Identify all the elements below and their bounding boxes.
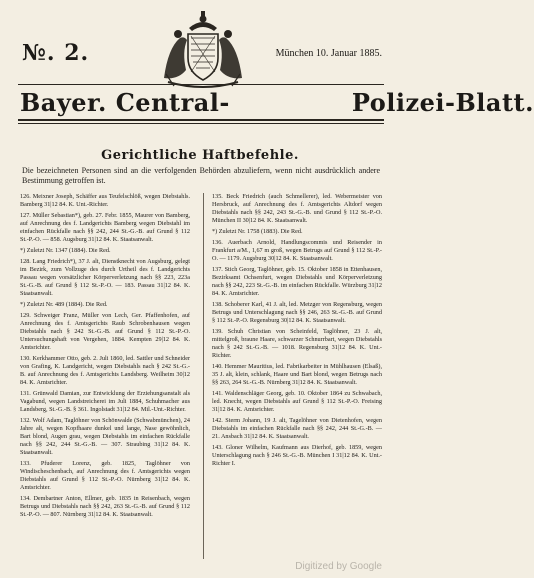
warrant-entry: 134. Dembartner Anton, Ellmer, geb. 1835 in Reisenbach, wegen Betrugs und Diebstahls nach §§ 242, 263 St.-G.-B. auf Grund § 112 St.-P.-O. — 807. Nürnberg 31|12 84. K. Staatsanwalt. xyxy=(20,495,190,518)
column-divider xyxy=(203,193,204,559)
masthead-rule-secondary xyxy=(18,123,384,124)
left-column xyxy=(20,193,190,559)
warrant-entry: 140. Hemmer Mauritius, led. Fabrikarbeiter in Mühlhausen (Elsaß), 35 J. alt, klein, schlank, Haare und Bart blond, wegen Betrugs nach §§ 263, 264 St.-G.-B. Nürnberg 31|12 84. K. Staatsanwalt. xyxy=(212,363,382,386)
warrant-entry: 143. Gloner Wilhelm, Kaufmann aus Dierhof, geb. 1859, wegen Unterschlagung nach § 246 St.-G.-B. München I 31|12 84. K. Unt.-Richter I. xyxy=(212,444,382,467)
warrant-entry: 138. Schoberer Karl, 41 J. alt, led. Metzger von Regensburg, wegen Betrugs und Unterschlagung nach §§ 246, 263 St.-G.-B. auf Grund § 112 St.-P.-O. Regensburg 30|12 84. K. Staatsanwalt. xyxy=(212,301,382,324)
warrant-entry: *) Zuletzt Nr. 1758 (1883). Die Red. xyxy=(212,228,303,235)
warrant-entry: 139. Schuh Christian von Scheinfeld, Taglöhner, 23 J. alt, mittelgroß, braune Haare, schwarzer Schnurrbart, wegen Diebstahls nach § 242 St.-G.-B. — 1018. Regensburg 31|12 84. K. Unt.-Richter. xyxy=(212,328,382,359)
bavarian-coat-of-arms-icon xyxy=(158,8,248,90)
warrant-entry: 135. Beck Friedrich (auch Schmellerer), led. Webermeister von Hersbruck, auf Anrechnung des f. Amtsgerichts Altdorf wegen Diebstahls nach §§ 242, 243 St.-G.-B. und Grund § 112 St.-P.-O. München II 30|12 84. K. Staatsanwalt. xyxy=(212,193,382,224)
warrant-entry: *) Zuletzt Nr. 489 (1884). Die Red. xyxy=(20,301,108,308)
warrant-entry: 128. Lang Friedrich*), 37 J. alt, Dienstknecht von Augsburg, gelegt im Bezirk, zum Vollzuge des durch Urtheil des f. Landgerichts Passau wegen vorsätzlicher Körperverletzung nach §§ 223, 223a St.-G.-B. auf Grund § 112 St.-P.-O. — 183. Passau 31|12 84. K. Staatsanwalt. xyxy=(20,258,190,297)
warrant-entry: 136. Auerbach Arnold, Handlungscommis und Reisender in Frankfurt a/M., 1,67 m groß, wegen Betrugs auf Grund § 112 St.-P.-O. — 1179. Augsburg 30|12 84. K. Staatsanwalt. xyxy=(212,239,382,262)
warrant-entry: 137. Stich Georg, Taglöhner, geb. 15. Oktober 1858 in Ettenhausen, Bezirksamt Ochsenfurt, wegen Diebstahls und Körperverletzung nach §§ 242, 223 St.-G.-B. im einfachen Rückfalle. Würzburg 31|12 84. K. Amtsrichter. xyxy=(212,266,382,297)
warrant-entry: 129. Schweiger Franz, Müller von Lech, Ger. Pfaffenhofen, auf Anrechnung des f. Amtsgerichts Raub Schrobenhausen wegen Diebstahls nach § 242 St.-G.-B. auf Grund § 112 St.-P.-O. Untersuchungshaft von Vergehen, 1884. Kempten 29|12 84. K. Amtsrichter. xyxy=(20,312,190,351)
newspaper-title xyxy=(20,88,534,117)
warrant-entry: 131. Grünwald Damian, zur Entwicklung der Erziehungsanstalt als Vagabund, wegen Landstreicherei im Juli 1884, Schuhmacher aus Landsberg, St.-G.-B. § 361. Ingolstadt 31|12 84. Mil.-Unt.-Richter. xyxy=(20,390,190,413)
issue-date: München 10. Januar 1885. xyxy=(275,48,382,59)
title-left: Bayer. Central- xyxy=(20,88,230,117)
issue-number: №. 2. xyxy=(22,40,90,66)
warrant-entry: *) Zuletzt Nr. 1347 (1884). Die Red. xyxy=(20,247,111,254)
digitized-watermark: Digitized by Google xyxy=(295,561,382,572)
masthead-rule xyxy=(18,119,384,121)
masthead-rule-top xyxy=(18,84,384,85)
warrant-entry: 130. Kerkhammer Otto, geb. 2. Juli 1860, led. Sattler und Schneider von Grafing, K. Landgericht, wegen Diebstahls nach § 242 St.-G.-B. auf Anrechnung des f. Amtsgerichts Landsberg. Weilheim 30|12 84. K. Amtsrichter. xyxy=(20,355,190,386)
warrant-entry: 132. Wolf Adam, Taglöhner von Schönwalde (Schwabmünchen), 24 Jahre alt, wegen Kopfhaare dunkel und lange, Nase gewöhnlich, Bart blond, Augen grau, wegen Diebstahls im einfachen Rückfalle nach §§ 242, 244 St.-G.-B. — 307. Straubing 31|12 84. K. Staatsanwalt. xyxy=(20,417,190,456)
masthead xyxy=(0,0,534,138)
warrant-entry: 142. Sterm Johann, 19 J. alt, Tagelöhner von Dietenhofen, wegen Diebstahls im einfachen Rückfalle nach §§ 242, 244 St.-G.-B. — 21. Ansbach 31|12 84. K. Staatsanwalt. xyxy=(212,417,382,440)
warrant-entry: 133. Pfuderer Lorenz, geb. 1825, Taglöhner von Windischeschenbach, auf Anrechnung des f. Amtsgerichts wegen Diebstahls auf Grund § 112 St.-P.-O. Nürnberg 31|12 84. K. Amtsrichter. xyxy=(20,460,190,491)
section-title: Gerichtliche Haftbefehle. xyxy=(101,148,299,163)
warrant-entry: 126. Meixner Joseph, Schäffer aus Teufelschlöß, wegen Diebstahls. Bamberg 31|12 84. K. Unt.-Richter. xyxy=(20,193,190,208)
section-intro: Die bezeichneten Personen sind an die verfolgenden Behörden abzuliefern, wenn nicht ausdrücklich andere Bestimmung getroffen ist. xyxy=(22,166,380,185)
warrant-entry: 141. Waldenschläger Georg, geb. 10. Oktober 1864 zu Schwabach, led. Knecht, wegen Diebstahls auf Grund § 112 St.-P.-O. Freising 31|12 84. K. Amtsrichter. xyxy=(212,390,382,413)
right-column xyxy=(212,193,382,559)
warrant-entry: 127. Müller Sebastian*), geb. 27. Febr. 1855, Maurer von Bamberg, auf Anrechnung des f. Landgerichts Bamberg wegen Diebstahl im einfachen Rückfalle nach §§ 242, 244 St.-G.-B. auf Grund § 112 St.-P.-O. — 858. Augsburg 31|12 84. K. Staatsanwalt. xyxy=(20,212,190,243)
title-right: Polizei-Blatt. xyxy=(351,88,534,117)
